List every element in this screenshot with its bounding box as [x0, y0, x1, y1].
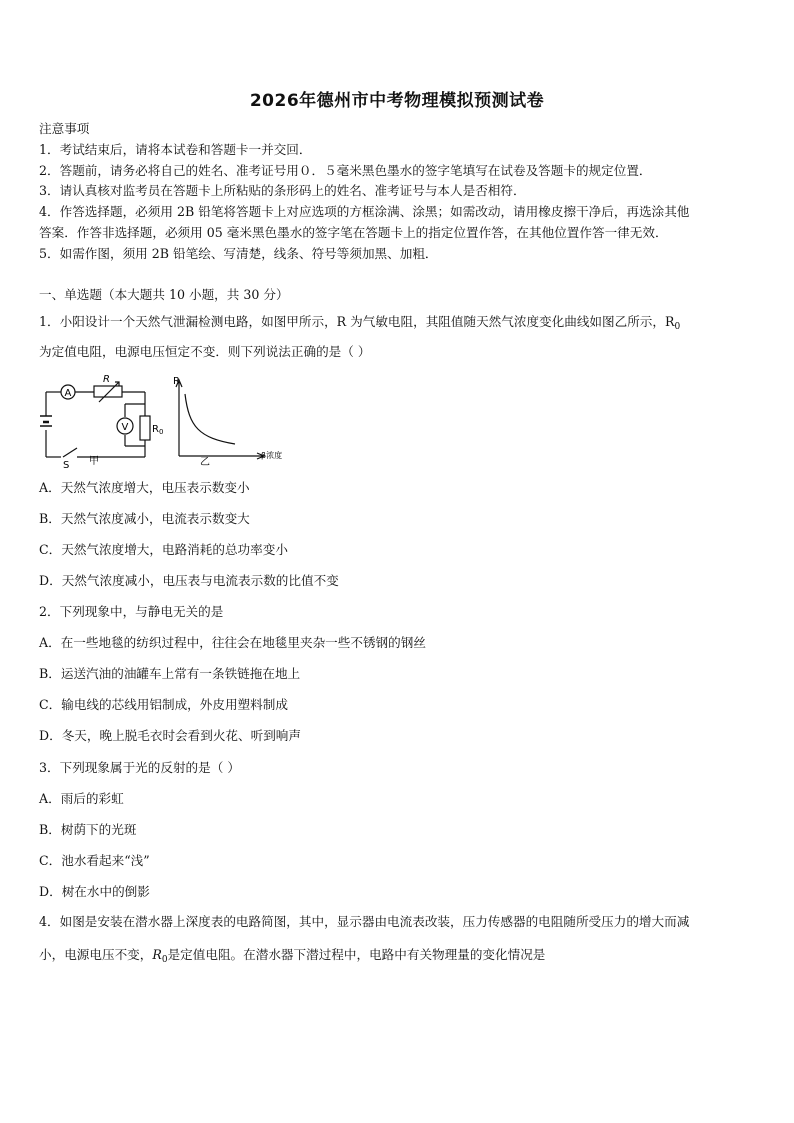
option-b: B．树荫下的光斑 [39, 822, 137, 837]
question-1-stem [39, 314, 680, 335]
r0-letter: R [152, 424, 159, 435]
option-a: A．雨后的彩虹 [39, 791, 124, 806]
notice-item: 答案．作答非选择题，必须用 05 毫米黑色墨水的签字笔在答题卡上的指定位置作答，在其他位置作答一律无效． [39, 225, 668, 240]
option-b: B．天然气浓度减小，电流表示数变大 [39, 511, 250, 526]
q4-text-post: 是定值电阻。在潜水器下潜过程中，电路中有关物理量的变化情况是 [167, 947, 546, 962]
notice-item: 2．答题前，请务必将自己的姓名、准考证号用０．５毫米黑色墨水的签字笔填写在试卷及答题卡的规定位置． [39, 163, 652, 178]
option-a: A．在一些地毯的纺织过程中，往往会在地毯里夹杂一些不锈钢的钢丝 [39, 635, 426, 650]
graph-x-label: β浓度 [261, 451, 283, 460]
ammeter-label: A [64, 388, 72, 399]
question-1-stem-cont: 为定值电阻，电源电压恒定不变．则下列说法正确的是（ ） [39, 344, 371, 359]
option-c: C．池水看起来“浅” [39, 853, 150, 868]
question-4-stem: 4．如图是安装在潜水器上深度表的电路简图，其中，显示器由电流表改装，压力传感器的电阻随所受压力的增大而减 [39, 914, 690, 929]
question-4-stem-cont [39, 947, 545, 968]
resistance-graph [176, 380, 264, 459]
subscript: 0 [674, 322, 681, 332]
q4-r-symbol: R [152, 947, 162, 962]
resistor-r0-label [152, 424, 163, 436]
option-c: C．输电线的芯线用铝制成，外皮用塑料制成 [39, 697, 288, 712]
question-3-stem: 3．下列现象属于光的反射的是（ ） [39, 760, 240, 775]
option-d: D．冬天，晚上脱毛衣时会看到火花、听到响声 [39, 728, 301, 743]
option-d: D．树在水中的倒影 [39, 884, 150, 899]
question-1-text: 1．小阳设计一个天然气泄漏检测电路，如图甲所示，R 为气敏电阻，其阻值随天然气浓度变化曲线如图乙所示，R [39, 314, 675, 329]
option-d: D．天然气浓度减小，电压表与电流表示数的比值不变 [39, 573, 339, 588]
resistor-r-label: R [103, 374, 110, 385]
q4-text-pre: 小，电源电压不变， [39, 947, 153, 962]
caption-b: 乙 [200, 457, 210, 468]
r0-sub: 0 [158, 428, 164, 436]
graph-y-label: R [173, 376, 180, 387]
notice-heading: 注意事项 [39, 121, 90, 136]
option-b: B．运送汽油的油罐车上常有一条铁链拖在地上 [39, 666, 301, 681]
circuit-diagram-a [40, 382, 150, 457]
switch-label: S [63, 460, 70, 471]
resistance-curve [185, 394, 235, 444]
voltmeter-label: V [121, 422, 129, 433]
subscript: 0 [161, 955, 168, 965]
notice-item: 4．作答选择题，必须用 2B 铅笔将答题卡上对应选项的方框涂满、涂黑；如需改动，请用橡皮擦干净后，再选涂其他 [39, 204, 690, 219]
option-c: C．天然气浓度增大，电路消耗的总功率变小 [39, 542, 288, 557]
question-2-stem: 2．下列现象中，与静电无关的是 [39, 604, 224, 619]
notice-item: 5．如需作图，须用 2B 铅笔绘、写清楚，线条、符号等须加黑、加粗． [39, 246, 438, 261]
question-1-figure [39, 372, 299, 472]
notice-item: 3．请认真核对监考员在答题卡上所粘贴的条形码上的姓名、准考证号与本人是否相符． [39, 183, 526, 198]
page-title: 2026年德州市中考物理模拟预测试卷 [249, 91, 545, 111]
section-heading: 一、单选题（本大题共 10 小题，共 30 分） [39, 287, 289, 302]
caption-a: 甲 [89, 456, 99, 467]
notice-item: 1．考试结束后，请将本试卷和答题卡一并交回． [39, 142, 312, 157]
option-a: A．天然气浓度增大，电压表示数变小 [39, 480, 250, 495]
